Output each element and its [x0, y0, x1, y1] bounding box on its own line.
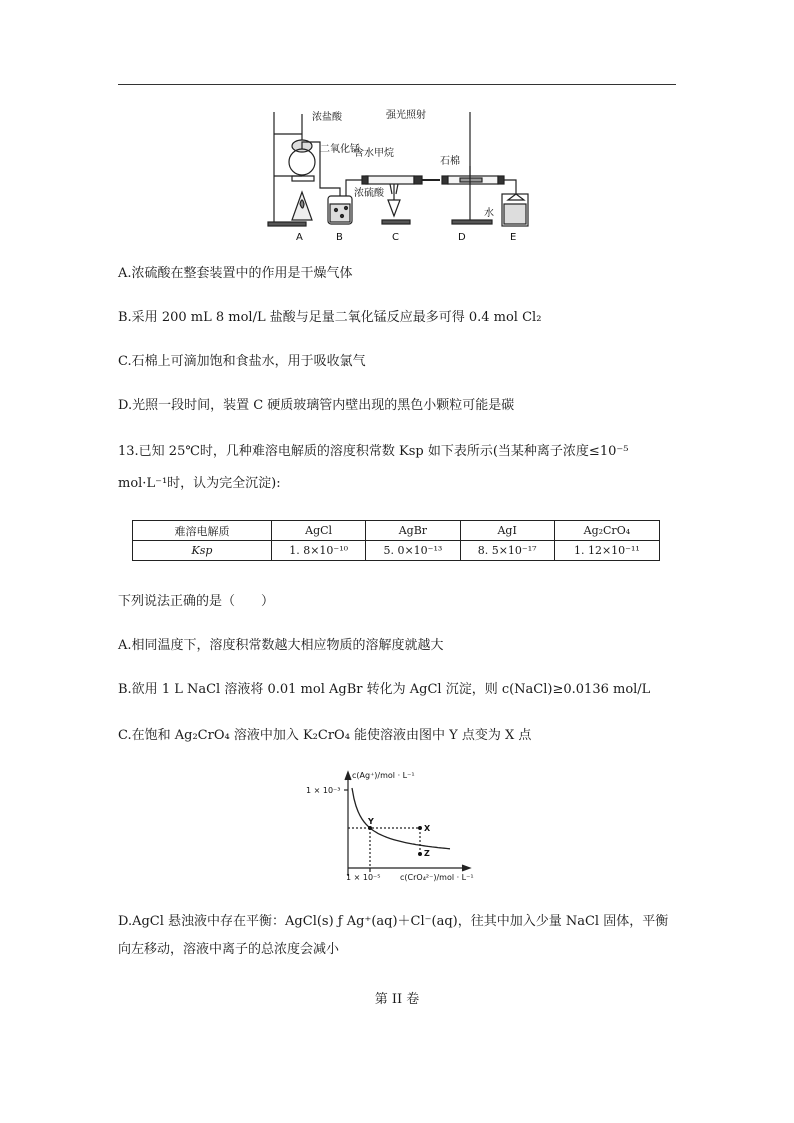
q13-option-d: D.AgCl 悬浊液中存在平衡：AgCl(s) ƒ Ag⁺(aq)＋Cl⁻(aq)，往其中加入少量 NaCl 固体，平衡向左移动，溶液中离子的总浓度会减小 — [118, 914, 669, 957]
ksp-curve — [352, 788, 450, 849]
letter-D: D — [458, 232, 466, 243]
label-light: 强光照射 — [386, 110, 426, 121]
table-header-cell: 难溶电解质 — [133, 521, 272, 541]
table-header-cell: AgI — [460, 521, 554, 541]
table-header-cell: AgCl — [272, 521, 366, 541]
q13-option-c: C.在饱和 Ag₂CrO₄ 溶液中加入 K₂CrO₄ 能使溶液由图中 Y 点变为 X 点 — [118, 728, 532, 743]
table-header-cell: Ag₂CrO₄ — [554, 521, 659, 541]
ag2cro4-chart — [300, 768, 500, 890]
y-axis-arrow — [345, 772, 351, 780]
x-tick-label: 1 × 10⁻⁵ — [346, 873, 381, 882]
q13-question: 下列说法正确的是（ ） — [118, 594, 275, 609]
q12-option-a: A.浓硫酸在整套装置中的作用是干燥气体 — [118, 266, 353, 281]
mno2-text: 二氧化锰 — [320, 144, 360, 155]
letter-A: A — [296, 232, 303, 243]
ksp-table — [132, 520, 660, 561]
top-rule — [118, 84, 676, 85]
q12-option-b: B.采用 200 mL 8 mol/L 盐酸与足量二氧化锰反应最多可得 0.4 mol Cl₂ — [118, 310, 542, 325]
label-methane: 含水甲烷 — [354, 148, 394, 159]
table-header-cell: AgBr — [366, 521, 460, 541]
y-tick-label: 1 × 10⁻³ — [306, 786, 341, 795]
point-x — [418, 826, 422, 830]
point-z-label: Z — [424, 849, 430, 858]
letter-B: B — [336, 232, 343, 243]
x-axis-label: c(CrO₄²⁻)/mol · L⁻¹ — [400, 873, 474, 882]
label-h2so4: 浓硫酸 — [354, 188, 384, 199]
table-cell: 5. 0×10⁻¹³ — [366, 541, 460, 561]
ksp-table-row — [133, 541, 660, 561]
point-z — [418, 852, 422, 856]
q13-option-b: B.欲用 1 L NaCl 溶液将 0.01 mol AgBr 转化为 AgCl 沉淀，则 c(NaCl)≥0.0136 mol/L — [118, 682, 651, 697]
q12-option-d: D.光照一段时间，装置 C 硬质玻璃管内壁出现的黑色小颗粒可能是碳 — [118, 398, 515, 413]
point-y-label: Y — [368, 817, 374, 826]
letter-C: C — [392, 232, 399, 243]
apparatus-figure — [262, 104, 532, 244]
section-footer: 第 II 卷 — [374, 992, 420, 1007]
q13-stem-line2: mol·L⁻¹时，认为完全沉淀): — [118, 476, 281, 491]
ksp-table-header — [133, 521, 660, 541]
table-cell: 8. 5×10⁻¹⁷ — [460, 541, 554, 561]
q13-option-a: A.相同温度下，溶度积常数越大相应物质的溶解度就越大 — [118, 638, 444, 653]
x-axis-arrow — [462, 865, 470, 871]
table-cell: 1. 12×10⁻¹¹ — [554, 541, 659, 561]
y-axis-label: c(Ag⁺)/mol · L⁻¹ — [352, 771, 415, 780]
point-y — [368, 826, 372, 830]
q12-option-c: C.石棉上可滴加饱和食盐水，用于吸收氯气 — [118, 354, 366, 369]
table-cell: 1. 8×10⁻¹⁰ — [272, 541, 366, 561]
letter-E: E — [510, 232, 517, 243]
label-water: 水 — [484, 208, 494, 219]
label-hcl: 浓盐酸 — [312, 112, 342, 123]
label-asbestos: 石棉 — [440, 156, 460, 167]
point-x-label: X — [424, 824, 431, 833]
table-cell: Ksp — [133, 541, 272, 561]
q13-stem-line1: 13.已知 25℃时，几种难溶电解质的溶度积常数 Ksp 如下表所示(当某种离子浓度≤10⁻⁵ — [118, 444, 629, 459]
